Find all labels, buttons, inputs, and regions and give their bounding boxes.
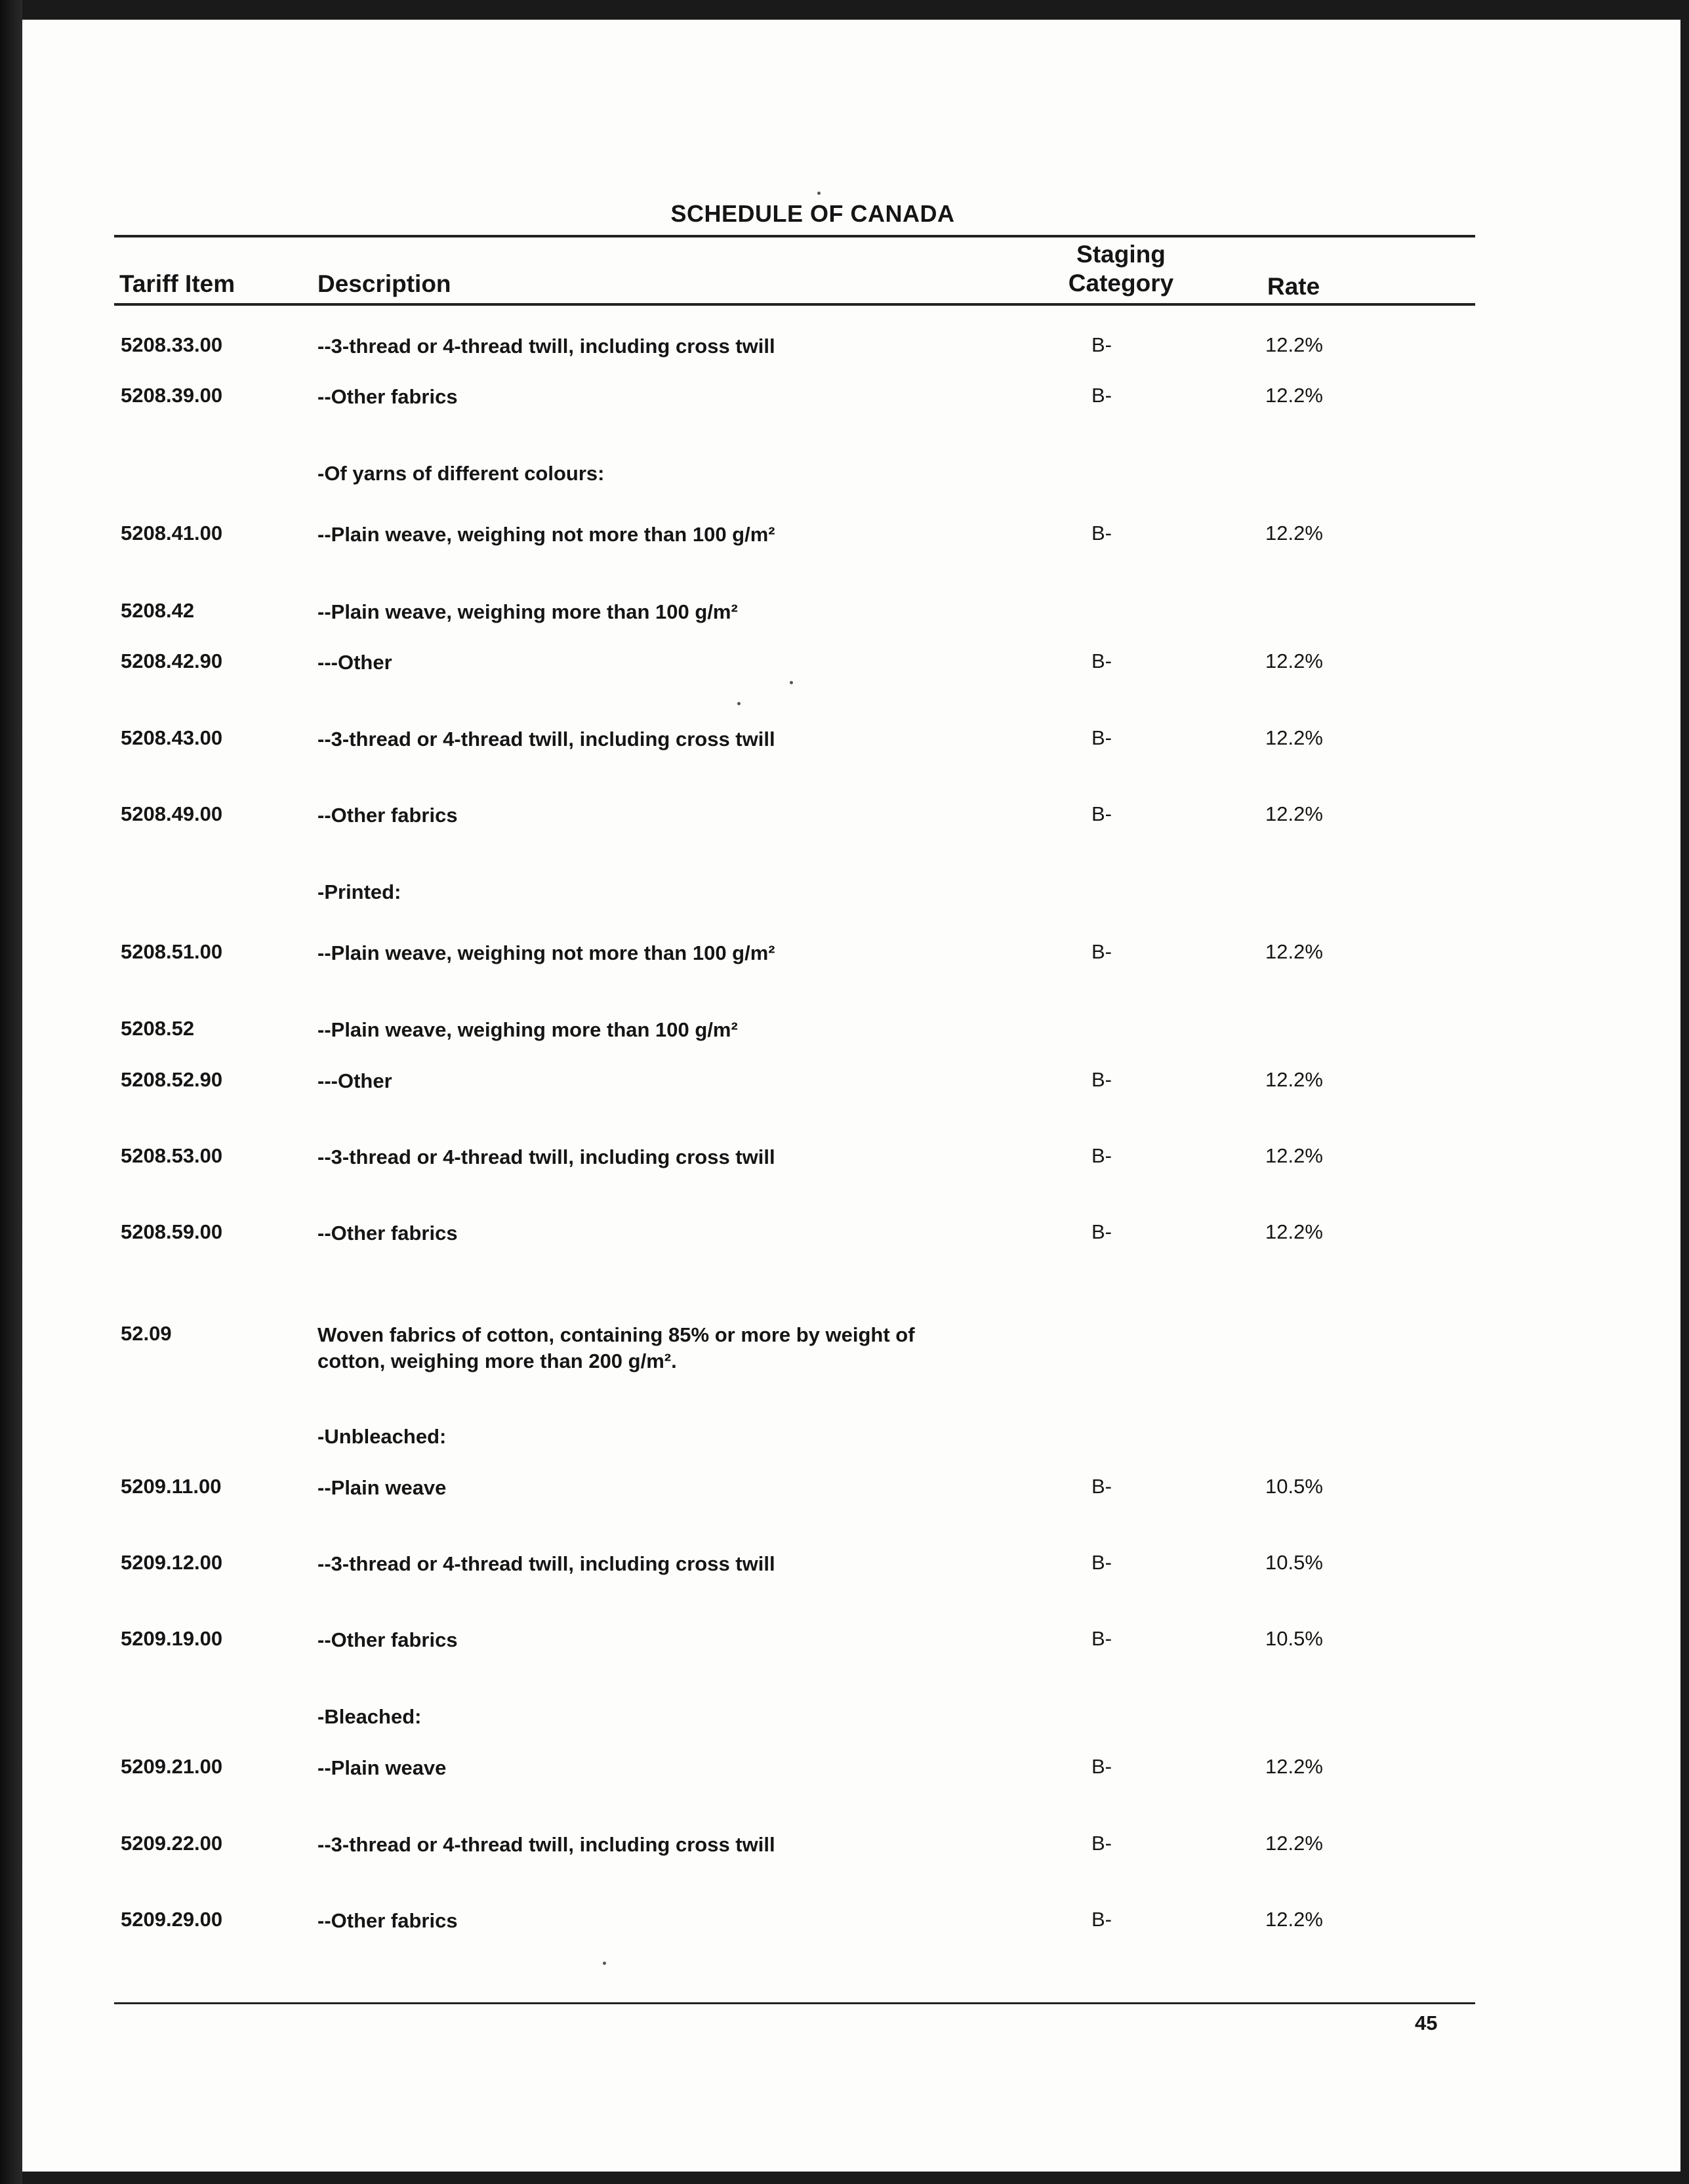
staging-cell: B-: [1091, 802, 1112, 825]
staging-cell: B-: [1091, 1475, 1112, 1498]
table-row: [22, 1832, 1680, 1865]
staging-cell: B-: [1091, 1144, 1112, 1167]
table-row: [22, 1424, 1680, 1456]
tariff-item-cell: 5208.49.00: [121, 802, 223, 825]
table-row: [22, 649, 1680, 682]
description-cell: --Other fabrics: [317, 1909, 458, 1932]
footer-rule: [114, 2002, 1475, 2004]
description-cell: --Plain weave: [317, 1476, 447, 1499]
scan-speck: [817, 192, 821, 195]
staging-cell: B-: [1091, 1627, 1112, 1650]
staging-cell: B-: [1091, 1755, 1112, 1778]
rate-cell: 10.5%: [1265, 1627, 1323, 1650]
staging-cell: B-: [1091, 940, 1112, 963]
section-heading-cell: -Printed:: [317, 880, 401, 903]
description-cell: --Plain weave, weighing not more than 100 g/m²: [317, 523, 775, 546]
heading-description-cell: Woven fabrics of cotton, containing 85% or more by weight of cotton, weighing more than 200 g/m².: [317, 1323, 915, 1372]
rate-cell: 12.2%: [1265, 1832, 1323, 1855]
rate-cell: 12.2%: [1265, 802, 1323, 825]
rate-cell: 12.2%: [1265, 1755, 1323, 1778]
description-cell: --Plain weave, weighing not more than 100 g/m²: [317, 941, 775, 964]
rate-cell: 12.2%: [1265, 384, 1323, 407]
description-cell: --Other fabrics: [317, 385, 458, 408]
rate-cell: 10.5%: [1265, 1475, 1323, 1498]
tariff-item-cell: 5208.59.00: [121, 1220, 223, 1243]
table-row: [22, 1755, 1680, 1788]
description-cell: --Plain weave, weighing more than 100 g/m²: [317, 600, 738, 623]
rate-cell: 12.2%: [1265, 333, 1323, 356]
description-cell: --Other fabrics: [317, 804, 458, 827]
table-row: [22, 1068, 1680, 1101]
header-rate: Rate: [1267, 273, 1320, 300]
table-row: [22, 940, 1680, 973]
description-cell: --3-thread or 4-thread twill, including cross twill: [317, 1833, 775, 1856]
scan-edge: [0, 0, 22, 2184]
rate-cell: 12.2%: [1265, 1220, 1323, 1243]
staging-cell: B-: [1091, 1832, 1112, 1855]
table-row: [22, 802, 1680, 835]
rate-cell: 12.2%: [1265, 1144, 1323, 1167]
tariff-item-cell: 5208.52.90: [121, 1068, 223, 1091]
table-row: [22, 461, 1680, 493]
header-bottom-rule: [114, 303, 1475, 306]
document-title: SCHEDULE OF CANADA: [670, 200, 955, 227]
tariff-item-cell: 5208.33.00: [121, 333, 223, 356]
tariff-item-cell: 5208.42: [121, 599, 195, 622]
tariff-item-cell: 5209.11.00: [121, 1475, 222, 1498]
table-row: [22, 1220, 1680, 1253]
staging-cell: B-: [1091, 1220, 1112, 1243]
staging-cell: B-: [1091, 1068, 1112, 1091]
staging-cell: B-: [1091, 384, 1112, 407]
rate-cell: 12.2%: [1265, 1068, 1323, 1091]
rate-cell: 12.2%: [1265, 1908, 1323, 1931]
tariff-item-cell: 5208.43.00: [121, 726, 223, 749]
table-row: [22, 1908, 1680, 1941]
header-tariff-item: Tariff Item: [119, 270, 235, 297]
table-row: [22, 1144, 1680, 1177]
description-cell: --Plain weave, weighing more than 100 g/m²: [317, 1018, 738, 1041]
table-row: [22, 384, 1680, 417]
tariff-item-cell: 5208.41.00: [121, 522, 223, 545]
table-row: [22, 1475, 1680, 1508]
rate-cell: 12.2%: [1265, 649, 1323, 672]
table-row: [22, 599, 1680, 632]
header-top-rule: [114, 235, 1475, 237]
section-heading-cell: -Of yarns of different colours:: [317, 462, 605, 485]
table-row: [22, 726, 1680, 759]
rate-cell: 12.2%: [1265, 522, 1323, 545]
scan-speck: [737, 702, 741, 705]
table-row: [22, 1017, 1680, 1050]
description-cell: --3-thread or 4-thread twill, including cross twill: [317, 728, 775, 751]
rate-cell: 12.2%: [1265, 940, 1323, 963]
table-row: [22, 522, 1680, 554]
tariff-item-cell: 5208.52: [121, 1017, 195, 1040]
table-row: [22, 1704, 1680, 1737]
table-row: [22, 1551, 1680, 1584]
tariff-item-cell: 5208.39.00: [121, 384, 223, 407]
description-cell: --Plain weave: [317, 1756, 447, 1779]
table-row: [22, 333, 1680, 366]
tariff-item-cell: 5209.12.00: [121, 1551, 223, 1574]
tariff-item-cell: 5209.19.00: [121, 1627, 223, 1650]
description-cell: --Other fabrics: [317, 1628, 458, 1651]
tariff-item-cell: 5208.51.00: [121, 940, 223, 963]
table-row: [22, 879, 1680, 912]
tariff-item-cell: 5208.42.90: [121, 649, 223, 672]
staging-cell: B-: [1091, 649, 1112, 672]
scan-speck: [603, 1962, 606, 1965]
description-cell: ---Other: [317, 651, 392, 674]
tariff-item-cell: 5208.53.00: [121, 1144, 223, 1167]
description-cell: ---Other: [317, 1069, 392, 1092]
section-heading-cell: -Bleached:: [317, 1705, 422, 1728]
rate-cell: 10.5%: [1265, 1551, 1323, 1574]
tariff-item-cell: 52.09: [121, 1322, 172, 1345]
description-cell: --3-thread or 4-thread twill, including cross twill: [317, 1552, 775, 1575]
tariff-item-cell: 5209.21.00: [121, 1755, 223, 1778]
table-row: [22, 1322, 1680, 1381]
staging-cell: B-: [1091, 522, 1112, 545]
staging-cell: B-: [1091, 726, 1112, 749]
staging-cell: B-: [1091, 333, 1112, 356]
rate-cell: 12.2%: [1265, 726, 1323, 749]
tariff-item-cell: 5209.22.00: [121, 1832, 223, 1855]
scan-speck: [790, 681, 793, 684]
description-cell: --Other fabrics: [317, 1222, 458, 1245]
header-staging-line1: Staging: [1076, 241, 1166, 268]
tariff-item-cell: 5209.29.00: [121, 1908, 223, 1931]
section-heading-cell: -Unbleached:: [317, 1425, 447, 1448]
description-cell: --3-thread or 4-thread twill, including cross twill: [317, 335, 775, 358]
description-cell: --3-thread or 4-thread twill, including cross twill: [317, 1145, 775, 1168]
staging-cell: B-: [1091, 1551, 1112, 1574]
header-staging-category: [1046, 240, 1196, 298]
staging-cell: B-: [1091, 1908, 1112, 1931]
header-staging-line2: Category: [1068, 270, 1174, 297]
page-number: 45: [1415, 2011, 1438, 2034]
header-description: Description: [317, 270, 451, 297]
document-page: [22, 20, 1680, 2172]
table-row: [22, 1627, 1680, 1660]
